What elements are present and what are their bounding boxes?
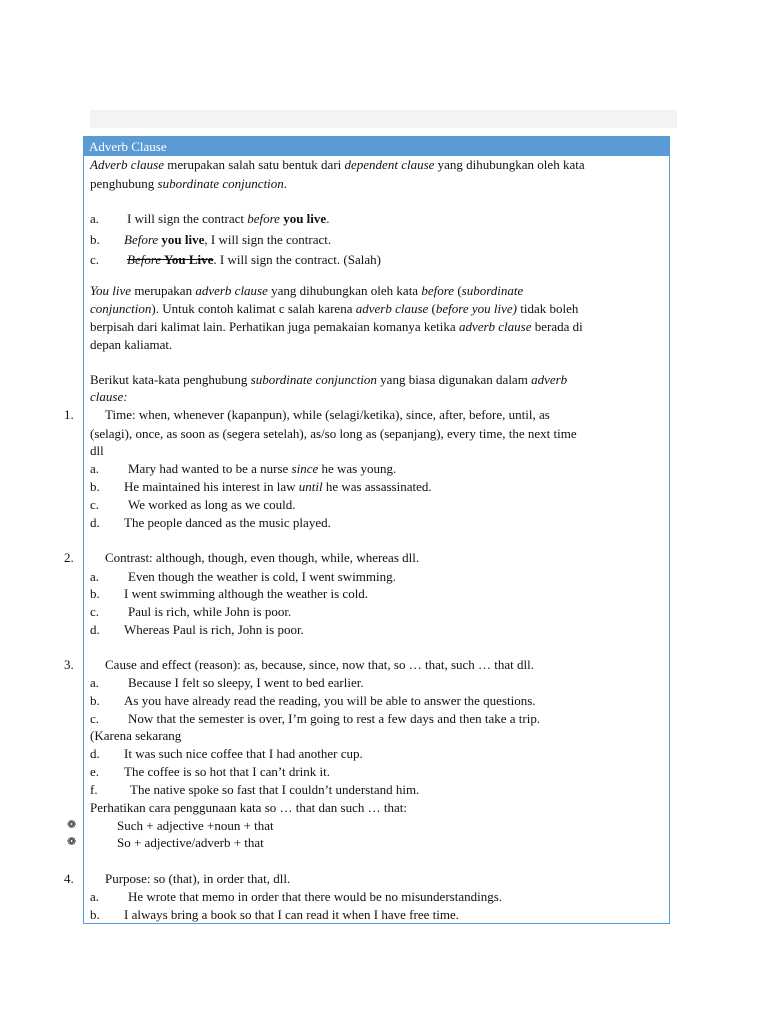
text: berpisah dari kalimat lain. Perhatikan juga pemakaian komanya ketika <box>90 319 459 334</box>
list-item: It was such nice coffee that I had another cup. <box>124 746 363 761</box>
text: ( <box>428 301 436 316</box>
term: adverb clause <box>195 283 268 298</box>
text: Mary had wanted to be a nurse <box>128 461 292 476</box>
text: ). Untuk contoh kalimat c salah karena <box>151 301 356 316</box>
conj-intro-line-1 <box>90 372 567 388</box>
list-item: Paul is rich, while John is poor. <box>128 604 292 619</box>
header-strip <box>90 110 677 128</box>
term: since <box>291 461 319 476</box>
section-number: 4. <box>64 871 74 886</box>
term: before <box>247 211 280 226</box>
list-item <box>128 461 396 477</box>
list-item: The people danced as the music played. <box>124 515 331 530</box>
bullet-item: Such + adjective +noun + that <box>117 818 274 833</box>
term: You live <box>90 283 132 298</box>
example-b <box>124 232 331 248</box>
section-heading: Cause and effect (reason): as, because, since, now that, so … that, such … that dll. <box>105 657 534 672</box>
text: , I will sign the contract. <box>204 232 332 247</box>
item-label: b. <box>90 586 100 601</box>
term: Adverb clause <box>90 157 165 172</box>
text: I will sign the contract <box>127 211 248 226</box>
term: dependent clause <box>344 157 435 172</box>
explain-line-4: depan kaliamat. <box>90 337 173 352</box>
list-item: We worked as long as we could. <box>128 497 296 512</box>
bullet-item: So + adjective/adverb + that <box>117 835 264 850</box>
term: You Live <box>161 252 214 267</box>
item-label: d. <box>90 515 100 530</box>
text: tidak boleh <box>516 301 579 316</box>
text: ( <box>454 283 462 298</box>
example-label: c. <box>90 252 100 267</box>
example-c <box>127 252 381 268</box>
explain-line-3 <box>90 319 583 335</box>
list-item: He wrote that memo in order that there would be no misunderstandings. <box>128 889 503 904</box>
text: he was young. <box>318 461 397 476</box>
list-item <box>124 479 432 495</box>
item-label: c. <box>90 711 100 726</box>
text: yang dihubungkan oleh kata <box>267 283 422 298</box>
list-item: Because I felt so sleepy, I went to bed earlier. <box>128 675 364 690</box>
conj-intro-line-2: clause: <box>90 389 128 404</box>
explain-line-2 <box>90 301 578 317</box>
text: he was assassinated. <box>322 479 432 494</box>
example-label: b. <box>90 232 100 247</box>
term: subordinate conjunction <box>157 176 284 191</box>
list-item: I always bring a book so that I can read it when I have free time. <box>124 907 459 922</box>
item-label: a. <box>90 461 100 476</box>
text: berada di <box>531 319 583 334</box>
section-number: 3. <box>64 657 74 672</box>
item-label: d. <box>90 746 100 761</box>
term: adverb <box>531 372 568 387</box>
text: merupakan salah satu bentuk dari <box>164 157 345 172</box>
box-title: Adverb Clause <box>89 139 167 154</box>
usage-tip: Perhatikan cara penggunaan kata so … that dan such … that: <box>90 800 407 815</box>
item-label: e. <box>90 764 100 779</box>
explain-line-1 <box>90 283 523 299</box>
text: . <box>283 176 288 191</box>
section-number: 1. <box>64 407 74 422</box>
list-item: The native spoke so fast that I couldn’t understand him. <box>130 782 420 797</box>
item-label: b. <box>90 479 100 494</box>
item-label: a. <box>90 569 100 584</box>
intro-line-2 <box>90 176 287 192</box>
section-heading-cont: dll <box>90 443 104 458</box>
term: adverb clause <box>458 319 532 334</box>
list-item: Whereas Paul is rich, John is poor. <box>124 622 304 637</box>
list-item: As you have already read the reading, you will be able to answer the questions. <box>124 693 536 708</box>
section-heading: Purpose: so (that), in order that, dll. <box>105 871 291 886</box>
section-heading: Time: when, whenever (kapanpun), while (selagi/ketika), since, after, before, until, as <box>105 407 550 422</box>
item-label: b. <box>90 693 100 708</box>
bullet-icon: ❁ <box>67 818 77 831</box>
text: . <box>326 211 330 226</box>
term: subordinate <box>461 283 524 298</box>
item-note: (Karena sekarang <box>90 728 182 743</box>
item-label: a. <box>90 889 100 904</box>
list-item: The coffee is so hot that I can’t drink it. <box>124 764 331 779</box>
term: Before <box>124 232 159 247</box>
item-label: d. <box>90 622 100 637</box>
text: . I will sign the contract. (Salah) <box>213 252 381 267</box>
item-label: c. <box>90 497 100 512</box>
term: Before <box>127 252 162 267</box>
term: subordinate conjunction <box>250 372 377 387</box>
list-item: Even though the weather is cold, I went swimming. <box>128 569 396 584</box>
item-label: c. <box>90 604 100 619</box>
section-heading: Contrast: although, though, even though, while, whereas dll. <box>105 550 420 565</box>
intro-line-1 <box>90 157 585 173</box>
item-label: a. <box>90 675 100 690</box>
box-header <box>84 137 669 156</box>
term: before you live) <box>435 301 517 316</box>
section-heading-cont: (selagi), once, as soon as (segera setelah), as/so long as (sepanjang), every time, the next time <box>90 426 577 441</box>
term: adverb clause <box>355 301 429 316</box>
term: you live <box>158 232 205 247</box>
text: merupakan <box>131 283 196 298</box>
list-item: Now that the semester is over, I’m going to rest a few days and then take a trip. <box>128 711 541 726</box>
example-a <box>127 211 329 227</box>
example-label: a. <box>90 211 100 226</box>
term: conjunction <box>90 301 152 316</box>
item-label: b. <box>90 907 100 922</box>
term: until <box>298 479 323 494</box>
text: yang dihubungkan oleh kata <box>434 157 585 172</box>
section-number: 2. <box>64 550 74 565</box>
text: yang biasa digunakan dalam <box>376 372 532 387</box>
text: Berikut kata-kata penghubung <box>90 372 251 387</box>
item-label: f. <box>90 782 98 797</box>
term: you live <box>279 211 327 226</box>
bullet-icon: ❁ <box>67 835 77 848</box>
text: penghubung <box>90 176 158 191</box>
text: He maintained his interest in law <box>124 479 299 494</box>
term: before <box>421 283 455 298</box>
list-item: I went swimming although the weather is cold. <box>124 586 369 601</box>
